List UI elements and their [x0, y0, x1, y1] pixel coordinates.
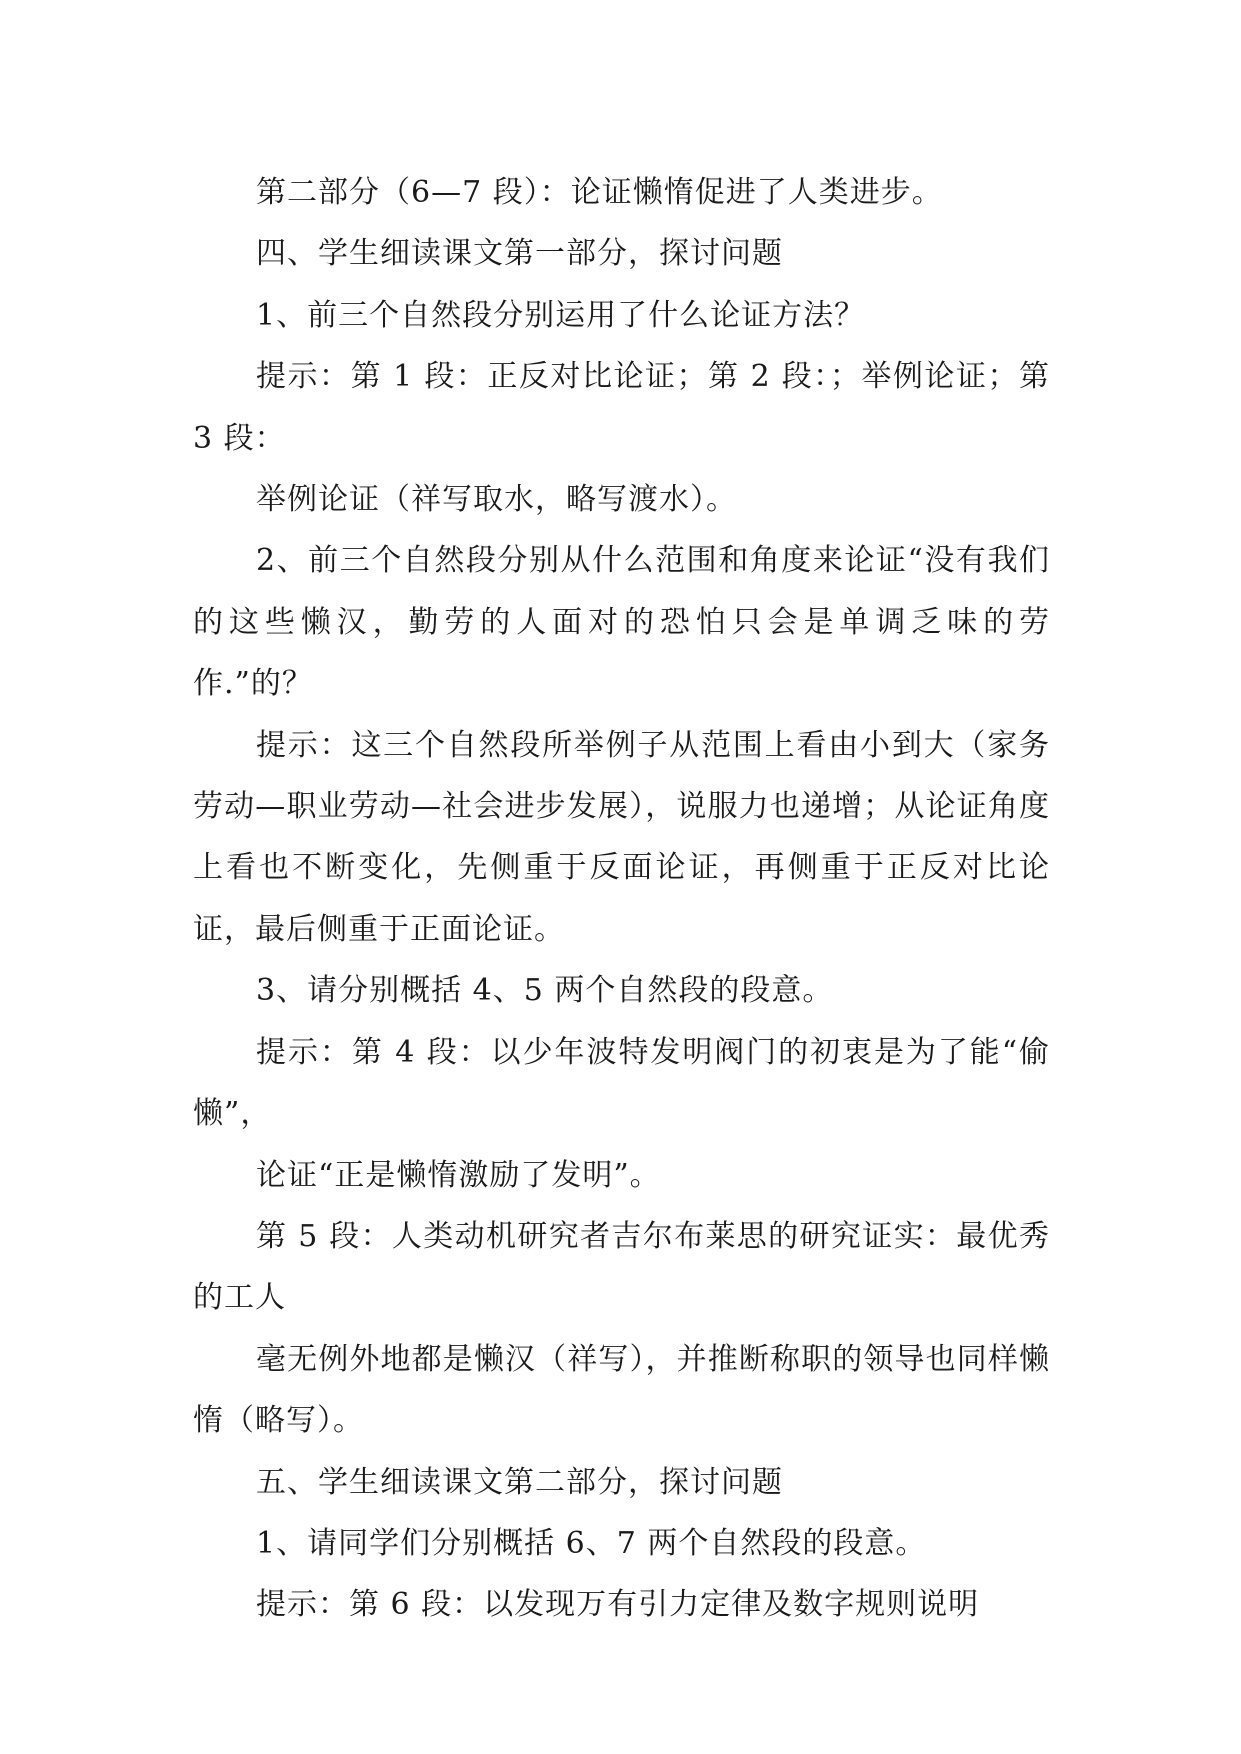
paragraph: 第 5 段：人类动机研究者吉尔布莱思的研究证实：最优秀的工人	[193, 1218, 1050, 1316]
question: 3、请分别概括 4、5 两个自然段的段意。	[256, 973, 834, 1009]
paragraph: 第二部分（6—7 段）：论证懒惰促进了人类进步。	[256, 175, 943, 210]
question: 2、前三个自然段分别从什么范围和角度来论证“没有我们的这些懒汉，勤劳的人面对的恐怕只会是单调乏味的劳作.”的？	[193, 543, 1050, 702]
paragraph: 毫无例外地都是懒汉（祥写），并推断称职的领导也同样懒惰（略写）。	[193, 1341, 1050, 1439]
section-heading: 五、学生细读课文第二部分，探讨问题	[256, 1464, 783, 1500]
question: 1、请同学们分别概括 6、7 两个自然段的段意。	[256, 1525, 927, 1561]
question: 1、前三个自然段分别运用了什么论证方法？	[256, 297, 866, 333]
paragraph: 论证“正是懒惰激励了发明”。	[256, 1157, 661, 1193]
paragraph: 举例论证（祥写取水，略写渡水）。	[256, 482, 737, 518]
hint: 提示：第 1 段：正反对比论证；第 2 段：；举例论证；第 3 段：	[193, 359, 1050, 456]
hint: 提示：第 6 段：以发现万有引力定律及数字规则说明	[256, 1587, 980, 1623]
section-heading: 四、学生细读课文第一部分，探讨问题	[256, 236, 783, 272]
hint: 提示：这三个自然段所举例子从范围上看由小到大（家务劳动—职业劳动—社会进步发展），说服力也递增；从论证角度上看也不断变化，先侧重于反面论证，再侧重于正反对比论证，最后侧重于正面论证。	[193, 727, 1050, 947]
hint: 提示：第 4 段：以少年波特发明阀门的初衷是为了能“偷懒”，	[193, 1034, 1050, 1132]
document-body	[193, 162, 1050, 1636]
